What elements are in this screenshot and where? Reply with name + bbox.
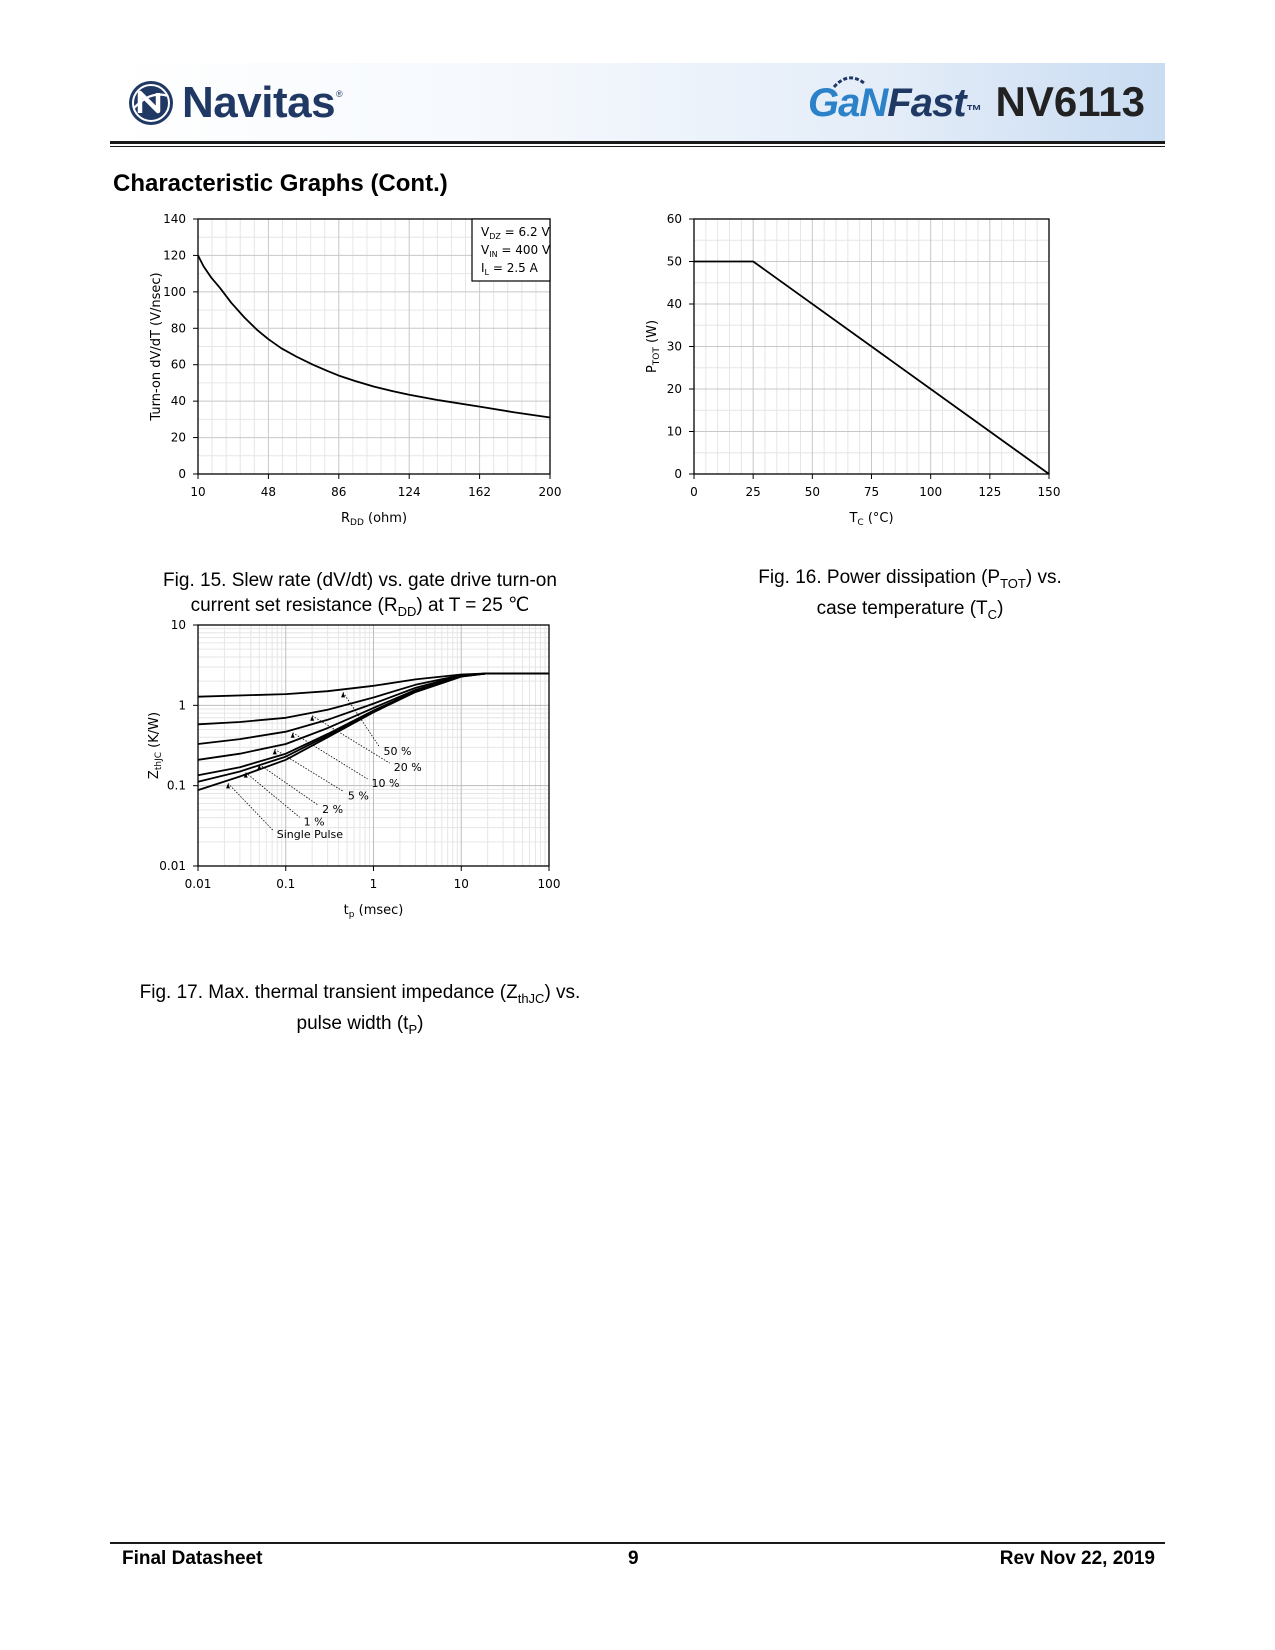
fig17-caption: [110, 980, 610, 1042]
fig16-tick-label-y: 20: [666, 382, 682, 396]
product-brand: [808, 78, 1145, 126]
fig17-chart: [140, 618, 600, 970]
footer-rule: [110, 1542, 1165, 1544]
fig15-tick-label-y: 40: [170, 394, 186, 409]
fig16-tick-label-y: 60: [666, 212, 682, 226]
fig15-tick-label-x: 86: [331, 485, 347, 499]
fig15-caption: [120, 568, 600, 624]
fig15-tick-label-y: 120: [163, 248, 186, 263]
fig16-caption-line1-sub: TOT: [1000, 575, 1026, 591]
fig16-caption-line2a: case temperature (T: [816, 597, 988, 619]
fig17-tick-label-x: 100: [537, 877, 561, 891]
fig17-tick-label-y: 1: [178, 698, 186, 713]
header-rule-thin: [110, 146, 1165, 147]
fig16-caption-line1a: Fig. 16. Power dissipation (P: [758, 567, 1001, 588]
fig15-caption-line2a: current set resistance (R: [190, 595, 398, 616]
fig17-caption-line1b: ) vs.: [544, 982, 581, 1003]
fig15-tick-label-x: 200: [538, 485, 562, 499]
fig17-caption-line1a: Fig. 17. Max. thermal transient impedance (Z: [139, 982, 518, 1003]
fig16-caption-line2b: ): [997, 597, 1004, 619]
fig17-x-axis-label: $t_p$ (msec): [343, 903, 404, 920]
fig15-caption-line2-sub: DD: [397, 603, 417, 619]
fig17-tick-label-x: 0.01: [184, 877, 212, 891]
logo-registered-mark: ®: [336, 89, 343, 99]
fig17-series-label-3: 5 %: [347, 789, 369, 803]
fig16-y-axis-label: $P_{TOT}$ (W): [645, 319, 662, 374]
fig17-caption-line2a: pulse width (t: [296, 1012, 409, 1034]
fig15-tick-label-x: 124: [397, 485, 421, 499]
fig17-tick-label-y: 0.01: [159, 859, 186, 873]
navitas-n-logo-icon: [128, 80, 174, 126]
navitas-logo: [128, 78, 343, 128]
fig17-leader-arrow-2: [291, 733, 295, 738]
fig17-series-label-1: 20 %: [393, 761, 422, 775]
fig15-chart: [140, 208, 600, 553]
fig15-tick-label-x: 10: [190, 485, 206, 499]
brand-gan: GaN: [808, 81, 888, 125]
fig16-tick-label-x: 50: [804, 485, 820, 499]
part-number: NV6113: [995, 78, 1145, 125]
fig17-series-label-0: 50 %: [383, 745, 412, 759]
logo-name: Navitas: [182, 78, 336, 127]
fig15-tick-label-y: 80: [170, 321, 186, 336]
footer-left: Final Datasheet: [122, 1548, 263, 1569]
section-title: Characteristic Graphs (Cont.): [113, 170, 448, 197]
fig15-tick-label-x: 162: [468, 485, 492, 499]
fig16-chart: [645, 208, 1130, 553]
fig17-y-axis-label: $Z_{thJC}$ (K/W): [147, 711, 164, 780]
fig16-tick-label-y: 40: [666, 297, 682, 311]
fig17-tick-label-x: 0.1: [276, 877, 296, 891]
fig16-tick-label-x: 125: [978, 485, 1002, 499]
fig17-caption-line1-sub: thJC: [517, 990, 545, 1006]
ganfast-arc-icon: [830, 73, 868, 89]
fig15-caption-line1: Fig. 15. Slew rate (dV/dt) vs. gate drive turn-on: [163, 570, 557, 591]
fig16-tick-label-y: 10: [666, 424, 682, 439]
fig17-tick-label-y: 0.1: [166, 778, 186, 793]
fig17-caption-line2-sub: P: [408, 1021, 418, 1037]
fig16-tick-label-x: 75: [863, 485, 880, 499]
fig17-series-label-5: 1 %: [303, 815, 325, 829]
fig16-tick-label-y: 50: [666, 254, 682, 269]
fig17-series-label-6: Single Pulse: [276, 828, 344, 842]
fig17-series-label-4: 2 %: [322, 803, 344, 817]
fig16-caption-line2-sub: C: [987, 606, 998, 622]
fig16-tick-label-x: 100: [919, 485, 943, 499]
fig15-condition-line: $V_{IN} = 400$ V: [481, 243, 551, 259]
fig15-tick-label-y: 20: [170, 430, 186, 445]
fig17-leader-arrow-3: [273, 749, 277, 754]
fig17-tick-label-y: 10: [170, 618, 186, 632]
fig15-caption-line2b: ) at T = 25 ℃: [416, 595, 530, 616]
fig15-tick-label-y: 140: [163, 212, 186, 226]
fig17-tick-label-x: 1: [369, 877, 378, 891]
fig16-x-axis-label: $T_C$ (°C): [849, 511, 894, 528]
fig15-tick-label-y: 0: [178, 467, 186, 481]
fig16-caption-line1b: ) vs.: [1025, 567, 1062, 588]
fig15-tick-label-y: 100: [163, 284, 186, 299]
fig17-series-label-2: 10 %: [371, 776, 400, 790]
fig15-tick-label-y: 60: [170, 357, 186, 372]
fig16-tick-label-y: 0: [674, 467, 682, 481]
fig17-tick-label-x: 10: [453, 877, 469, 891]
fig15-tick-label-x: 48: [260, 485, 277, 499]
fig15-x-axis-label: $R_{DD}$ (ohm): [340, 511, 408, 528]
fig15-condition-line: $V_{DZ} = 6.2$ V: [481, 225, 550, 241]
fig17-leader-line-4: [259, 764, 318, 805]
fig16-tick-label-x: 25: [745, 485, 761, 499]
fig15-condition-line: $I_L = 2.5$ A: [481, 261, 538, 277]
footer-page-number: 9: [628, 1548, 639, 1569]
fig17-leader-line-2: [293, 733, 368, 779]
fig16-tick-label-x: 150: [1037, 485, 1061, 499]
fig17-leader-arrow-0: [341, 692, 345, 697]
fig16-caption: [690, 565, 1130, 627]
fig15-y-axis-label: Turn-on dV/dT (V/nsec): [149, 272, 164, 421]
brand-fast: Fast: [887, 81, 966, 125]
footer-revision: Rev Nov 22, 2019: [999, 1548, 1155, 1569]
fig16-tick-label-y: 30: [666, 339, 682, 354]
header-rule: [110, 141, 1165, 144]
fig16-tick-label-x: 0: [690, 485, 698, 499]
brand-trademark: ™: [965, 103, 982, 120]
fig17-caption-line2b: ): [417, 1012, 424, 1034]
fig17-leader-line-5: [246, 773, 300, 818]
